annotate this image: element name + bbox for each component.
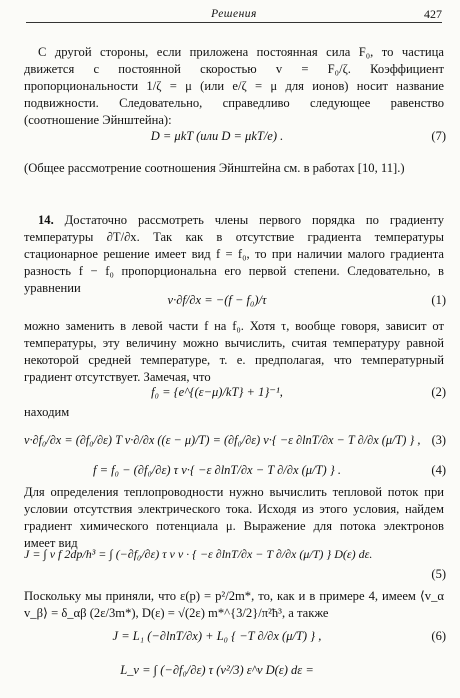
header-title: Решения: [211, 8, 257, 20]
running-header: [26, 6, 442, 23]
equation-2: [24, 384, 446, 404]
equation-3: [24, 432, 446, 449]
page-number: 427: [424, 7, 442, 21]
equation-5-math: J = ∫ v f 2dp/h³ = ∫ (−∂f₀/∂ε) τ v v · { −ε ∂lnT/∂x − T ∂/∂x (μ/T) } D(ε) dε.: [24, 547, 373, 561]
equation-6-number: (6): [431, 629, 446, 643]
equation-5-number: (5): [431, 567, 446, 581]
equation-7-math: D = μkT (или D = μkT/e) .: [150, 129, 284, 143]
paragraph-find: находим: [24, 405, 70, 419]
equation-6-math: J = L₁ (−∂lnT/∂x) + L₀ { −T ∂/∂x (μ/T) } ,: [112, 629, 322, 643]
paragraph-mobility: С другой стороны, если приложена постоянная сила F₀, то частица движется с постоянной скоростью v = F₀/ζ. Коэффициент пропорциональности 1/ζ = μ (или e/ζ = μ для ионов) носит название подвижности. Следовательно, справедливо следующее равенство (соотношение Эйнштейна):: [24, 45, 444, 127]
equation-3-number: (3): [431, 433, 446, 447]
equation-7-number: (7): [431, 129, 446, 143]
equation-4-number: (4): [431, 463, 446, 477]
paragraph-heat-flux: Для определения теплопроводности нужно вычислить тепловой поток при условии отсутствия электрического тока. Исходя из этого условия, найдем градиент химического потенциала μ. Выражение для потока электронов имеет вид: [24, 485, 444, 550]
equation-4: [24, 462, 446, 482]
equation-1-number: (1): [431, 293, 446, 307]
problem-number: 14.: [38, 213, 54, 227]
equation-6: [24, 628, 446, 648]
equation-3-math: v·∂f₀/∂x = (∂f₀/∂ε) T v·∂/∂x ((ε − μ)/T) = (∂f₀/∂ε) v·{ −ε ∂lnT/∂x − T ∂/∂x (μ/T) } ,: [24, 433, 421, 447]
equation-2-number: (2): [431, 385, 446, 399]
equation-1-math: v·∂f/∂x = −(f − f₀)/τ: [167, 293, 267, 307]
equation-5-number-row: [24, 566, 446, 586]
paragraph-since: Поскольку мы приняли, что ε(p) = p²/2m*, то, как и в примере 4, имеем ⟨v_α v_β⟩ = δ_αβ (2ε/3m*), D(ε) = √(2ε) m*^{3/2}/π²ħ³, а также: [24, 589, 444, 620]
paragraph-problem-14: [24, 212, 444, 297]
paragraph-reference: (Общее рассмотрение соотношения Эйнштейна см. в работах [10, 11].): [24, 161, 405, 175]
equation-7: [24, 128, 446, 148]
paragraph-replace: можно заменить в левой части f на f₀. Хотя τ, вообще говоря, зависит от температуры, эту величину можно вычислить, считая температуру равной некоторой средней температуре, т. е. предполагая, что температурный градиент отсутствует. Замечая, что: [24, 319, 444, 384]
equation-4-math: f = f₀ − (∂f₀/∂ε) τ v·{ −ε ∂lnT/∂x − T ∂/∂x (μ/T) } .: [92, 463, 342, 477]
equation-5: [24, 546, 446, 563]
equation-l-nu: [24, 662, 446, 682]
equation-1: [24, 292, 446, 312]
equation-2-math: f₀ = {e^{(ε−μ)/kT} + 1}⁻¹,: [151, 385, 283, 399]
equation-l-nu-math: L_ν = ∫ (−∂f₀/∂ε) τ (v²/3) ε^ν D(ε) dε =: [120, 663, 314, 677]
paragraph-problem-14-text: Достаточно рассмотреть члены первого порядка по градиенту температуры ∂T/∂x. Так как в отсутствие градиента температуры стационарное решение имеет вид f = f₀, то при наличии малого градиента разность f − f₀ пропорциональна его первой степени. Следовательно, в уравнении: [24, 213, 444, 295]
